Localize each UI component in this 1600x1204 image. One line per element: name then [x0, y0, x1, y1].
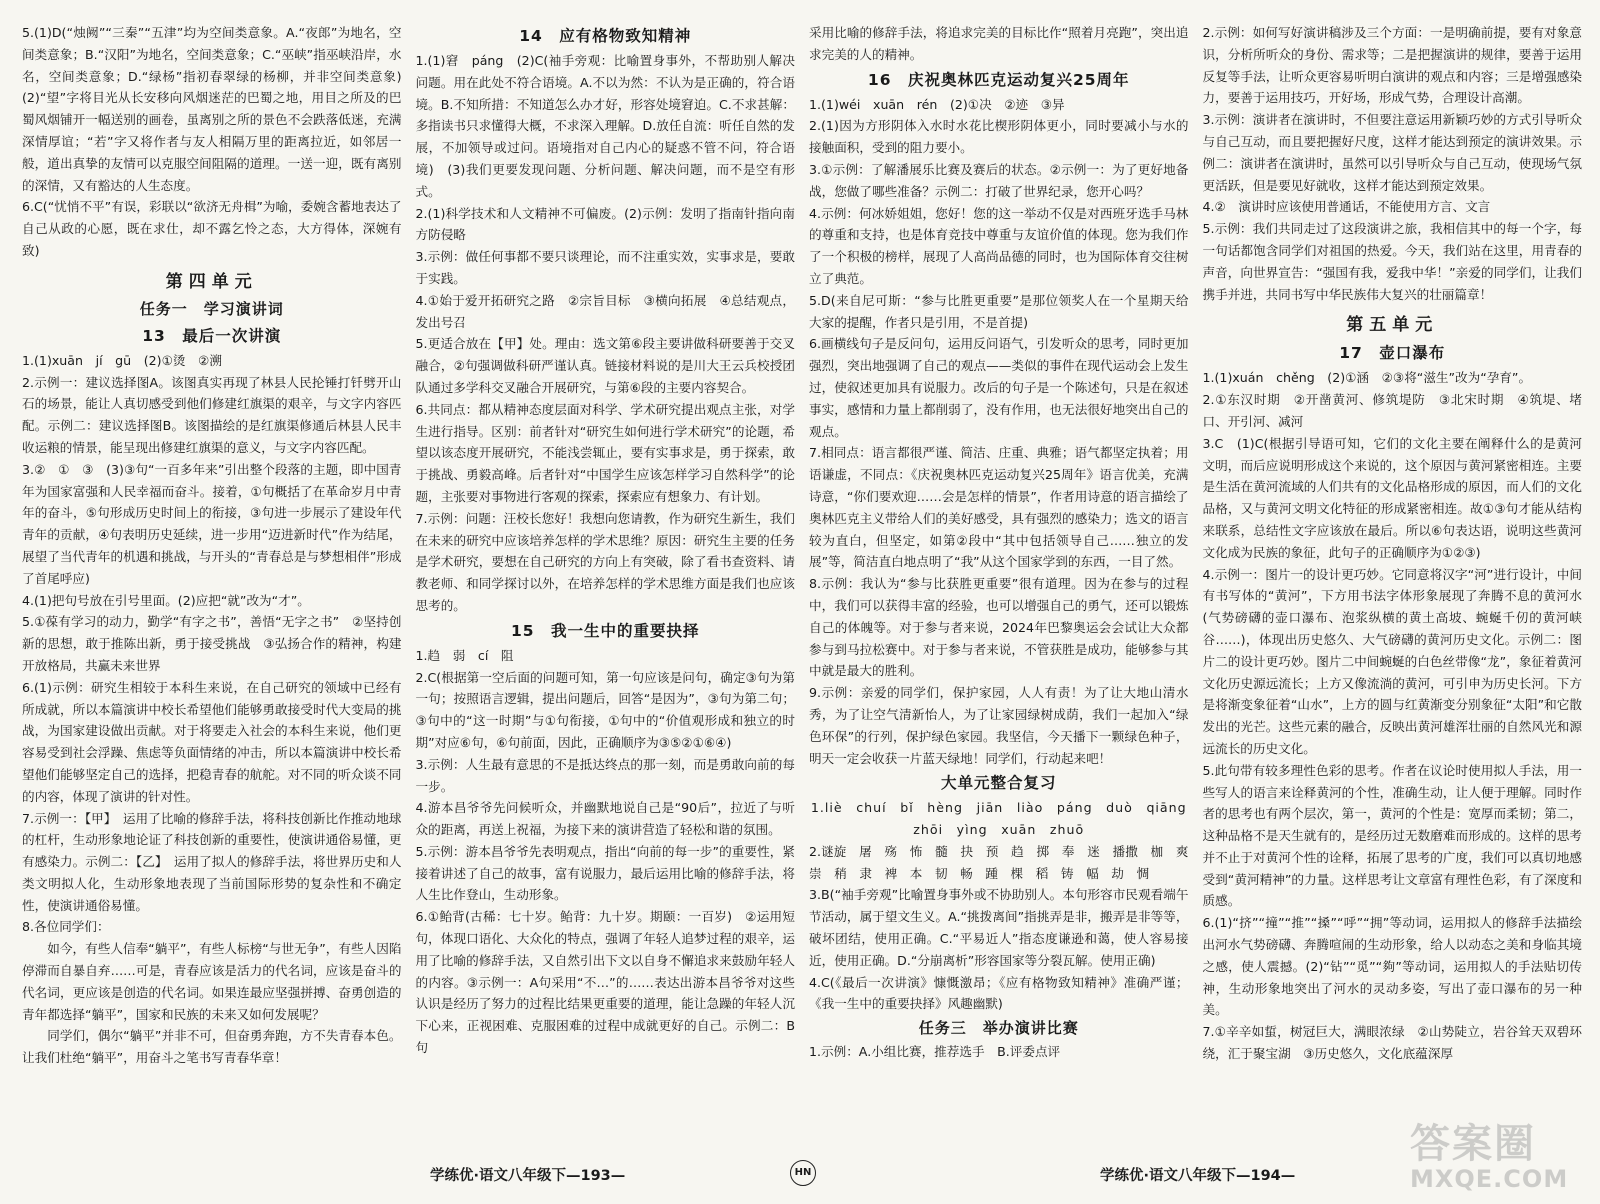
- footer-left-page-number: 学练优·语文八年级下—193—: [430, 1168, 626, 1184]
- answer-item: 7.示例一：【甲】 运用了比喻的修辞手法，将科技创新比作推动地球的杠杆，生动形象地论证了科技创新的重要性，使演讲通俗易懂，更有感染力。示例二：【乙】 运用了拟人的修辞手法，将世界历史和人类文明拟人化，生动形象地表现了当前国际形势的复杂性和不确定性，使演讲通俗易懂。: [22, 810, 402, 913]
- lesson-heading: 15 我一生中的重要抉择: [510, 621, 700, 640]
- answer-item: 2.①东汉时期 ②开凿黄河、修筑堤防 ③北宋时期 ④筑堤、堵口、开引河、减河: [1202, 392, 1582, 429]
- answer-item: 6.①鲐背(古稀：七十岁。鲐背：九十岁。期颐：一百岁) ②运用短句，体现口语化、大众化的特点，强调了年轻人追梦过程的艰辛，运用了比喻的修辞手法，又自然引出下文以自身不懈追求来鼓励年轻人的内容。③示例一：A句采用“不…”的……表达出游本昌爷爷对这些认识是经历了努力的过程比结果更重要的道理，能让急躁的年轻人沉下心来，正视困难、克服困难的过程中成就更好的自己。示例二：B句: [415, 909, 795, 1056]
- answer-item: 3.C (1)C(根据引导语可知，它们的文化主要在阐释什么的是黄河文明，而后应说明形成这个来说的，这个原因与黄河紧密相连。主要是生活在黄河流域的人们共有的文化品格形成的原因，而人们的文化品格，又与黄河文明文化特征的形成紧密相连。故①③句才能从结构来联系，总结性文字应该放在最后。所以⑥句表达语，说明这些黄河文化成为民族的象征，此句子的正确顺序为①②③): [1202, 435, 1582, 560]
- answer-item: 1.(1)wéi xuān rén (2)①决 ②迹 ③异: [809, 96, 1065, 112]
- task-heading: 任务三 举办演讲比赛: [918, 1019, 1079, 1038]
- answer-item: 5.示例：我们共同走过了这段演讲之旅，我相信其中的每一个字，每一句话都饱含同学们对祖国的热爱。今天，我们站在这里，用青春的声音，向世界宣告：“强国有我，爱我中华！”亲爱的同学们，让我们携手并进，共同书写中华民族伟大复兴的壮丽篇章！: [1202, 221, 1582, 302]
- answer-item: 2.(1)因为方形阴体入水时水花比楔形阴体更小，同时要减小与水的接触面积，受到的阻力要小。: [809, 118, 1189, 156]
- answer-item: 6.C(“忧悄不平”有误，彩联以“欲济无舟楫”为喻，委婉含蓄地表达了自己从政的心愿，既在求仕，却不露乞怜之态，大方得体，深婉有致): [22, 199, 402, 258]
- unit-heading: 第四单元: [165, 271, 258, 292]
- unit-heading: 第五单元: [1346, 315, 1439, 336]
- answer-item: 4.示例一：图片一的设计更巧妙。它同意将汉字“河”进行设计，中间有书写体的“黄河”，下方用书法字体形象展现了奔腾不息的黄河水(气势磅礴的壶口瀑布、泡浆纵横的黄土高坡、蜿蜒千仞的黄河峡谷……)，体现出历史悠久、大气磅礴的黄河历史文化。示例二：图片二的设计更巧妙。图片二中间蜿蜒的白色丝带像“龙”，象征着黄河文化历史源远流长；上方又像流淌的黄河，可引申为历史长河。下方是将渐变象征着“山水”，上方的圆与红黄渐变分别象征“太阳”和它散发出的光芒。这些元素的融合，反映出黄河雄浑壮丽的自然风光和源远流长的历史文化。: [1202, 566, 1582, 756]
- page-footer: [0, 1160, 1600, 1190]
- answer-item: 2.C(根据第一空后面的问题可知，第一句应该是问句，确定③句为第一句；按照语言逻辑，提出问题后，回答“是因为”，③句为第二句；③句中的“这一时期”与①句衔接，①句中的“价值观形成和独立的时期”对应⑥句，⑥句前面，因此，正确顺序为③⑤②①⑥④): [415, 669, 795, 750]
- answer-item: 5.更适合放在【甲】处。理由：选文第⑥段主要讲做科研要善于交叉融合，②句强调做科研严谨认真。链接材料说的是川大王云兵校授团队通过多学科交叉融合开展研究，与第⑥段的主要内容契合。: [415, 336, 795, 395]
- answer-page-spread: [22, 22, 1582, 1142]
- answer-item: 3.①示例：了解潘展乐比赛及赛后的状态。②示例一：为了更好地备战，您做了哪些准备？示例二：打破了世界纪录，您开心吗？: [809, 161, 1189, 199]
- answer-item: 1.(1)xuān jí gū (2)①烫 ②溯: [22, 352, 222, 368]
- lesson-heading: 大单元整合复习: [940, 774, 1057, 793]
- answer-item: 1.示例：A.小组比赛，推荐选手 B.评委点评: [809, 1044, 1061, 1060]
- answer-item: 6.(1)“挤”“撞”“推”“搡”“呼”“拥”等动词，运用拟人的修辞手法描绘出河水气势磅礴、奔腾喧闹的生动形象，给人以动态之美和身临其境之感，使人震撼。(2)“钻”“觅”“夠”等动词，运用拟人的手法贴切传神，生动形象地突出了河水的灵动多姿，写出了壶口瀑布的另一种美。: [1202, 915, 1582, 1018]
- answer-item: 6.(1)示例：研究生相较于本科生来说，在自己研究的领域中已经有所成就，所以本篇演讲中校长希望他们能够勇敢接受时代大变局的挑战，为国家建设做出贡献。对于将要走入社会的本科生来说，他们更容易受到社会浮躁、焦虑等负面情绪的冲击，所以本篇演讲中校长希望他们能够坚定自己的选择，把稳青春的航舵。对不同的听众谈不同的内容，体现了演讲的针对性。: [22, 679, 402, 804]
- answer-item: 5.示例：游本昌爷爷先表明观点，指出“向前的每一步”的重要性，紧接着讲述了自己的故事，富有说服力，最后运用比喻的修辞手法，将人生比作登山，生动形象。: [415, 843, 795, 903]
- answer-item: 7.①辛辛如蜇，树冠巨大，满眼浓绿 ②山势陡立，岩谷耸天双碧环绕，汇于聚宝湖 ③历史悠久，文化底蕴深厚: [1202, 1024, 1582, 1062]
- answer-item: 4.①始于爱开拓研究之路 ②宗旨目标 ③横向拓展 ④总结观点，发出号召: [415, 292, 795, 330]
- answer-item: 6.画横线句子是反问句，运用反问语气，引发听众的思考，同时更加强烈，突出地强调了自己的观点——类似的事件在现代运动会上发生过，使叙述更加具有说服力。改后的句子是一个陈述句，只是在叙述事实，感情和力量上都削弱了，没有作用，也无法很好地突出自己的观点。: [809, 336, 1189, 439]
- answer-item: 5.(1)D(“烛阙”“三秦”“五津”均为空间类意象。A.“夜郎”为地名，空间类意象；B.“汉阳”为地名，空间类意象；C.“巫峡”指巫峡沿岸，水名，空间类意象；D.“绿杨”指初春翠绿的杨柳，并非空间类意象) (2)“望”字将目光从长安移向风烟迷茫的巴蜀之地，用目之所及的巴蜀风烟铺开一幅送别的画卷，虽离别之所的景色不会跌落低迷，充满深情厚谊；“若”字又将作者与友人相隔万里的距离拉近，如邻居一般，道出真挚的友情可以克服空间阻隔的道理。一送一迎，既有离别的深情，又有豁达的人生态度。: [22, 25, 415, 193]
- answer-item: 7.示例：问题：汪校长您好！我想向您请教，作为研究生新生，我们在未来的研究中应该培养怎样的学术思维？原因：研究生主要的任务是学术研究，要想在自己研究的方向上有突破，除了看书查资料、请教老师、和同学探讨以外，在培养怎样的学术思维方面是我们也应该思考的。: [415, 510, 795, 613]
- answer-item: 4.(1)把句号放在引号里面。(2)应把“就”改为“才”。: [22, 592, 310, 608]
- answer-item: 7.相同点：语言都很严谨、简洁、庄重、典雅；语气都坚定执着；用语谦虚，不同点：《庆祝奥林匹克运动复兴25周年》语言优美，充满诗意，“你们要欢迎……会是怎样的情景”，作者用诗意的语言描绘了奥林匹克主义带给人们的美好感受，具有强烈的感染力；选文的语言较为直白，但坚定，如第②段中“其中包括领导自己……独立的发展”等，简洁直白地点明了“我”从这个国家学到的东西，一目了然。: [809, 445, 1189, 570]
- answer-item: 4.游本昌爷爷先问候听众，并幽默地说自己是“90后”，拉近了与听众的距离，再送上祝福，为接下来的演讲营造了轻松和谐的氛围。: [415, 800, 795, 838]
- column-3: [809, 22, 1202, 1142]
- lesson-heading: 14 应有格物致知精神: [519, 27, 692, 45]
- answer-item: 3.B(“袖手旁观”比喻置身事外或不协助别人。本句形容市民观看端午节活动，属于望文生义。A.“挑拨离间”指挑弄是非，搬弄是非等等，破坏团结，使用正确。C.“平易近人”指态度谦逊和蔼，使人容易接近，使用正确。D.“分崩离析”形容国家等分裂瓦解。使用正确): [809, 887, 1189, 968]
- answer-item: 4.示例：何冰娇姐姐，您好！您的这一举动不仅是对西班牙选手马林的尊重和支持，也是体育竞技中尊重与友谊价值的体现。您为我们作了一个积极的榜样，展现了人高尚品德的同时，也为国际体育交往树立了典范。: [809, 205, 1189, 286]
- answer-item: 采用比喻的修辞手法，将追求完美的目标比作“照着月亮跑”，突出追求完美的人的精神。: [809, 25, 1189, 62]
- answer-item: 1.(1)xuán chěng (2)①涵 ②③将“滋生”改为“孕育”。: [1202, 370, 1532, 386]
- answer-item: 如今，有些人信奉“躺平”，有些人标榜“与世无争”，有些人因陷停滞而自暴自弃……可是，青春应该是活力的代名词，应该是奋斗的代名词，更应该是创造的代名词。如果连最应坚强拼搏、奋勇创造的青年都选择“躺平”，国家和民族的未来又如何发展呢？: [22, 941, 402, 1022]
- task-heading: 任务一 学习演讲词: [139, 299, 284, 318]
- answer-item: 2.谜旋 屠 殇 怖 髓 抉 预 趋 掷 奉 迷 播撒 枷 爽 崇 稍 隶 裨 本 韧 畅 踵 棵 稻 铸 幅 劫 惆: [809, 843, 1202, 881]
- answer-item: 4.C(《最后一次讲演》慷慨激昂；《应有格物致知精神》准确严谨；《我一生中的重要抉择》风趣幽默): [809, 974, 1189, 1012]
- column-2: [416, 22, 796, 1142]
- watermark-url: MXQE.COM: [1410, 1165, 1569, 1193]
- answer-item: 3.② ① ③ (3)③句“一百多年来”引出整个段落的主题，即中国青年为国家富强和人民幸福而奋斗。接着，①句概括了在革命岁月中青年的奋斗，⑤句形成历史时间上的衔接，③句进一步展示了建设年代青年的贡献，④句表明历史延续，进一步用“迈进新时代”作为结尾，展望了当代青年的机遇和挑战，与开头的“青春总是与梦想相伴”形成了首尾呼应): [22, 461, 402, 586]
- answer-item: 5.此句带有较多理性色彩的思考。作者在议论时使用拟人手法，用一些写人的语言来诠释黄河的个性，准确生动，让人便于理解。同时作者的思考也有两个层次，第一，黄河的个性是：宽厚而柔韧；第二，这种品格不是天生就有的，是经历过无数磨难而形成的。这样的思考并不止于对黄河个性的诠释，拓展了思考的广度，我们可以真切地感受到“黄河精神”的力量。这样思考让文章富有理性色彩，有了深度和质感。: [1202, 762, 1582, 909]
- pinyin-answer: 1.liè chuí bǐ hèng jiān liào páng duò qiāng zhōi yìng xuān zhuō: [810, 800, 1201, 838]
- answer-item: 5.D(来自尼可斯：“参与比胜更重要”是那位领奖人在一个星期天给大家的提醒，作者只是引用，不是首提): [809, 292, 1189, 330]
- answer-item: 2.示例：如何写好演讲稿涉及三个方面：一是明确前提，要有对象意识，分析所听众的身份、需求等；二是把握演讲的规律，要善于运用反复等手法，让听众更容易听明白演讲的观点和内容；三是增强感染力，要善于运用技巧，开好场，形成气势，合理设计高潮。: [1202, 25, 1582, 106]
- answer-item: 5.①葆有学习的动力，勤学“有字之书”，善悟“无字之书” ②坚持创新的思想，敢于推陈出新，勇于接受挑战 ③弘扬合作的精神，构建开放格局，共赢未来世界: [22, 614, 402, 673]
- answer-item: 3.示例：做任何事都不要只谈理论，而不注重实效，实事求是，要敢于实践。: [415, 249, 795, 286]
- answer-item: 1.(1)窘 páng (2)C(袖手旁观：比喻置身事外，不帮助别人解决问题。用在此处不符合语境。A.不以为然：不认为是正确的，符合语境。B.不知所措：不知道怎么办才好，形容处境窘迫。C.不求甚解：多指读书只求懂得大概，不求深入理解。D.放任自流：听任自然的发展，不加领导或过问。语境指对自己内心的疑惑不管不问，符合语境) (3)我们更要发现问题、分析问题、解决问题，而不是空有形式。: [415, 53, 795, 199]
- watermark-logo: 答案圈: [1410, 1121, 1536, 1167]
- answer-item: 9.示例：亲爱的同学们，保护家园，人人有责！为了让大地山清水秀，为了让空气清新怡人，为了让家园绿树成荫，我们一起加入“绿色环保”的行列，保护绿色家园。我坚信，今天播下一颗绿色种子，明天一定会收获一片蓝天绿地！同学们，行动起来吧！: [809, 685, 1189, 766]
- answer-item: 8.示例：我认为“参与比获胜更重要”很有道理。因为在参与的过程中，我们可以获得丰富的经验，也可以增强自己的勇气，还可以锻炼自己的体魄等。对于参与者来说，2024年巴黎奥运会会试让大众都参与到马拉松赛中。对于参与者来说，不管获胜是成功，能够参与其中就是最大的胜利。: [809, 576, 1189, 679]
- lesson-heading: 16 庆祝奥林匹克运动复兴25周年: [867, 70, 1130, 89]
- answer-item: 3.示例：人生最有意思的不是抵达终点的那一刻，而是勇敢向前的每一步。: [415, 756, 795, 794]
- column-4: [1203, 22, 1583, 1142]
- region-code-badge: HN: [790, 1160, 816, 1186]
- answer-item: 同学们，偶尔“躺平”并非不可，但奋勇奔跑，方不失青春本色。让我们杜绝“躺平”，用奋斗之笔书写青春华章！: [22, 1028, 402, 1066]
- answer-item: 8.各位同学们：: [22, 919, 110, 935]
- answer-item: 2.(1)科学技术和人文精神不可偏废。(2)示例：发明了指南针指向南方防侵略: [415, 205, 795, 243]
- footer-right-page-number: 学练优·语文八年级下—194—: [1100, 1168, 1296, 1184]
- lesson-heading: 13 最后一次讲演: [142, 326, 282, 345]
- lesson-heading: 17 壶口瀑布: [1339, 344, 1446, 363]
- answer-item: 6.共同点：都从精神态度层面对科学、学术研究提出观点主张，对学生进行指导。区别：前者针对“研究生如何进行学术研究”的论题，希望以该态度开展研究，不能浅尝辄止，要有实事求是，勇于探索，敢于挑战、勇毅高峰。后者针对“中国学生应该怎样学习自然科学”的论题，主张要对事物进行客观的探索，探索应有想象力、有计划。: [415, 401, 795, 504]
- site-watermark: [1410, 1112, 1590, 1196]
- answer-item: 4.② 演讲时应该使用普通话，不能使用方言、文言: [1202, 199, 1491, 215]
- answer-item: 3.示例：演讲者在演讲时，不但要注意运用新颖巧妙的方式引导听众与自己互动，而且要把握好尺度，这样才能达到预定的演讲效果。示例二：演讲者在演讲时，虽然可以引导听众与自己互动，使现场气氛更活跃，但是要见好就收，这样才能达到预定效果。: [1202, 112, 1582, 193]
- column-1: [22, 22, 415, 1142]
- answer-item: 1.趋 弱 cí 阻: [415, 647, 514, 663]
- answer-item: 2.示例一：建议选择图A。该图真实再现了林县人民抡锤打钎劈开山石的场景，能让人真切感受到他们修建红旗渠的艰辛，与文字内容匹配。示例二：建议选择图B。该图描绘的是红旗渠修通后林县人民丰收运粮的情景，能呈现出修建红旗渠的意义，与文字内容匹配。: [22, 374, 402, 455]
